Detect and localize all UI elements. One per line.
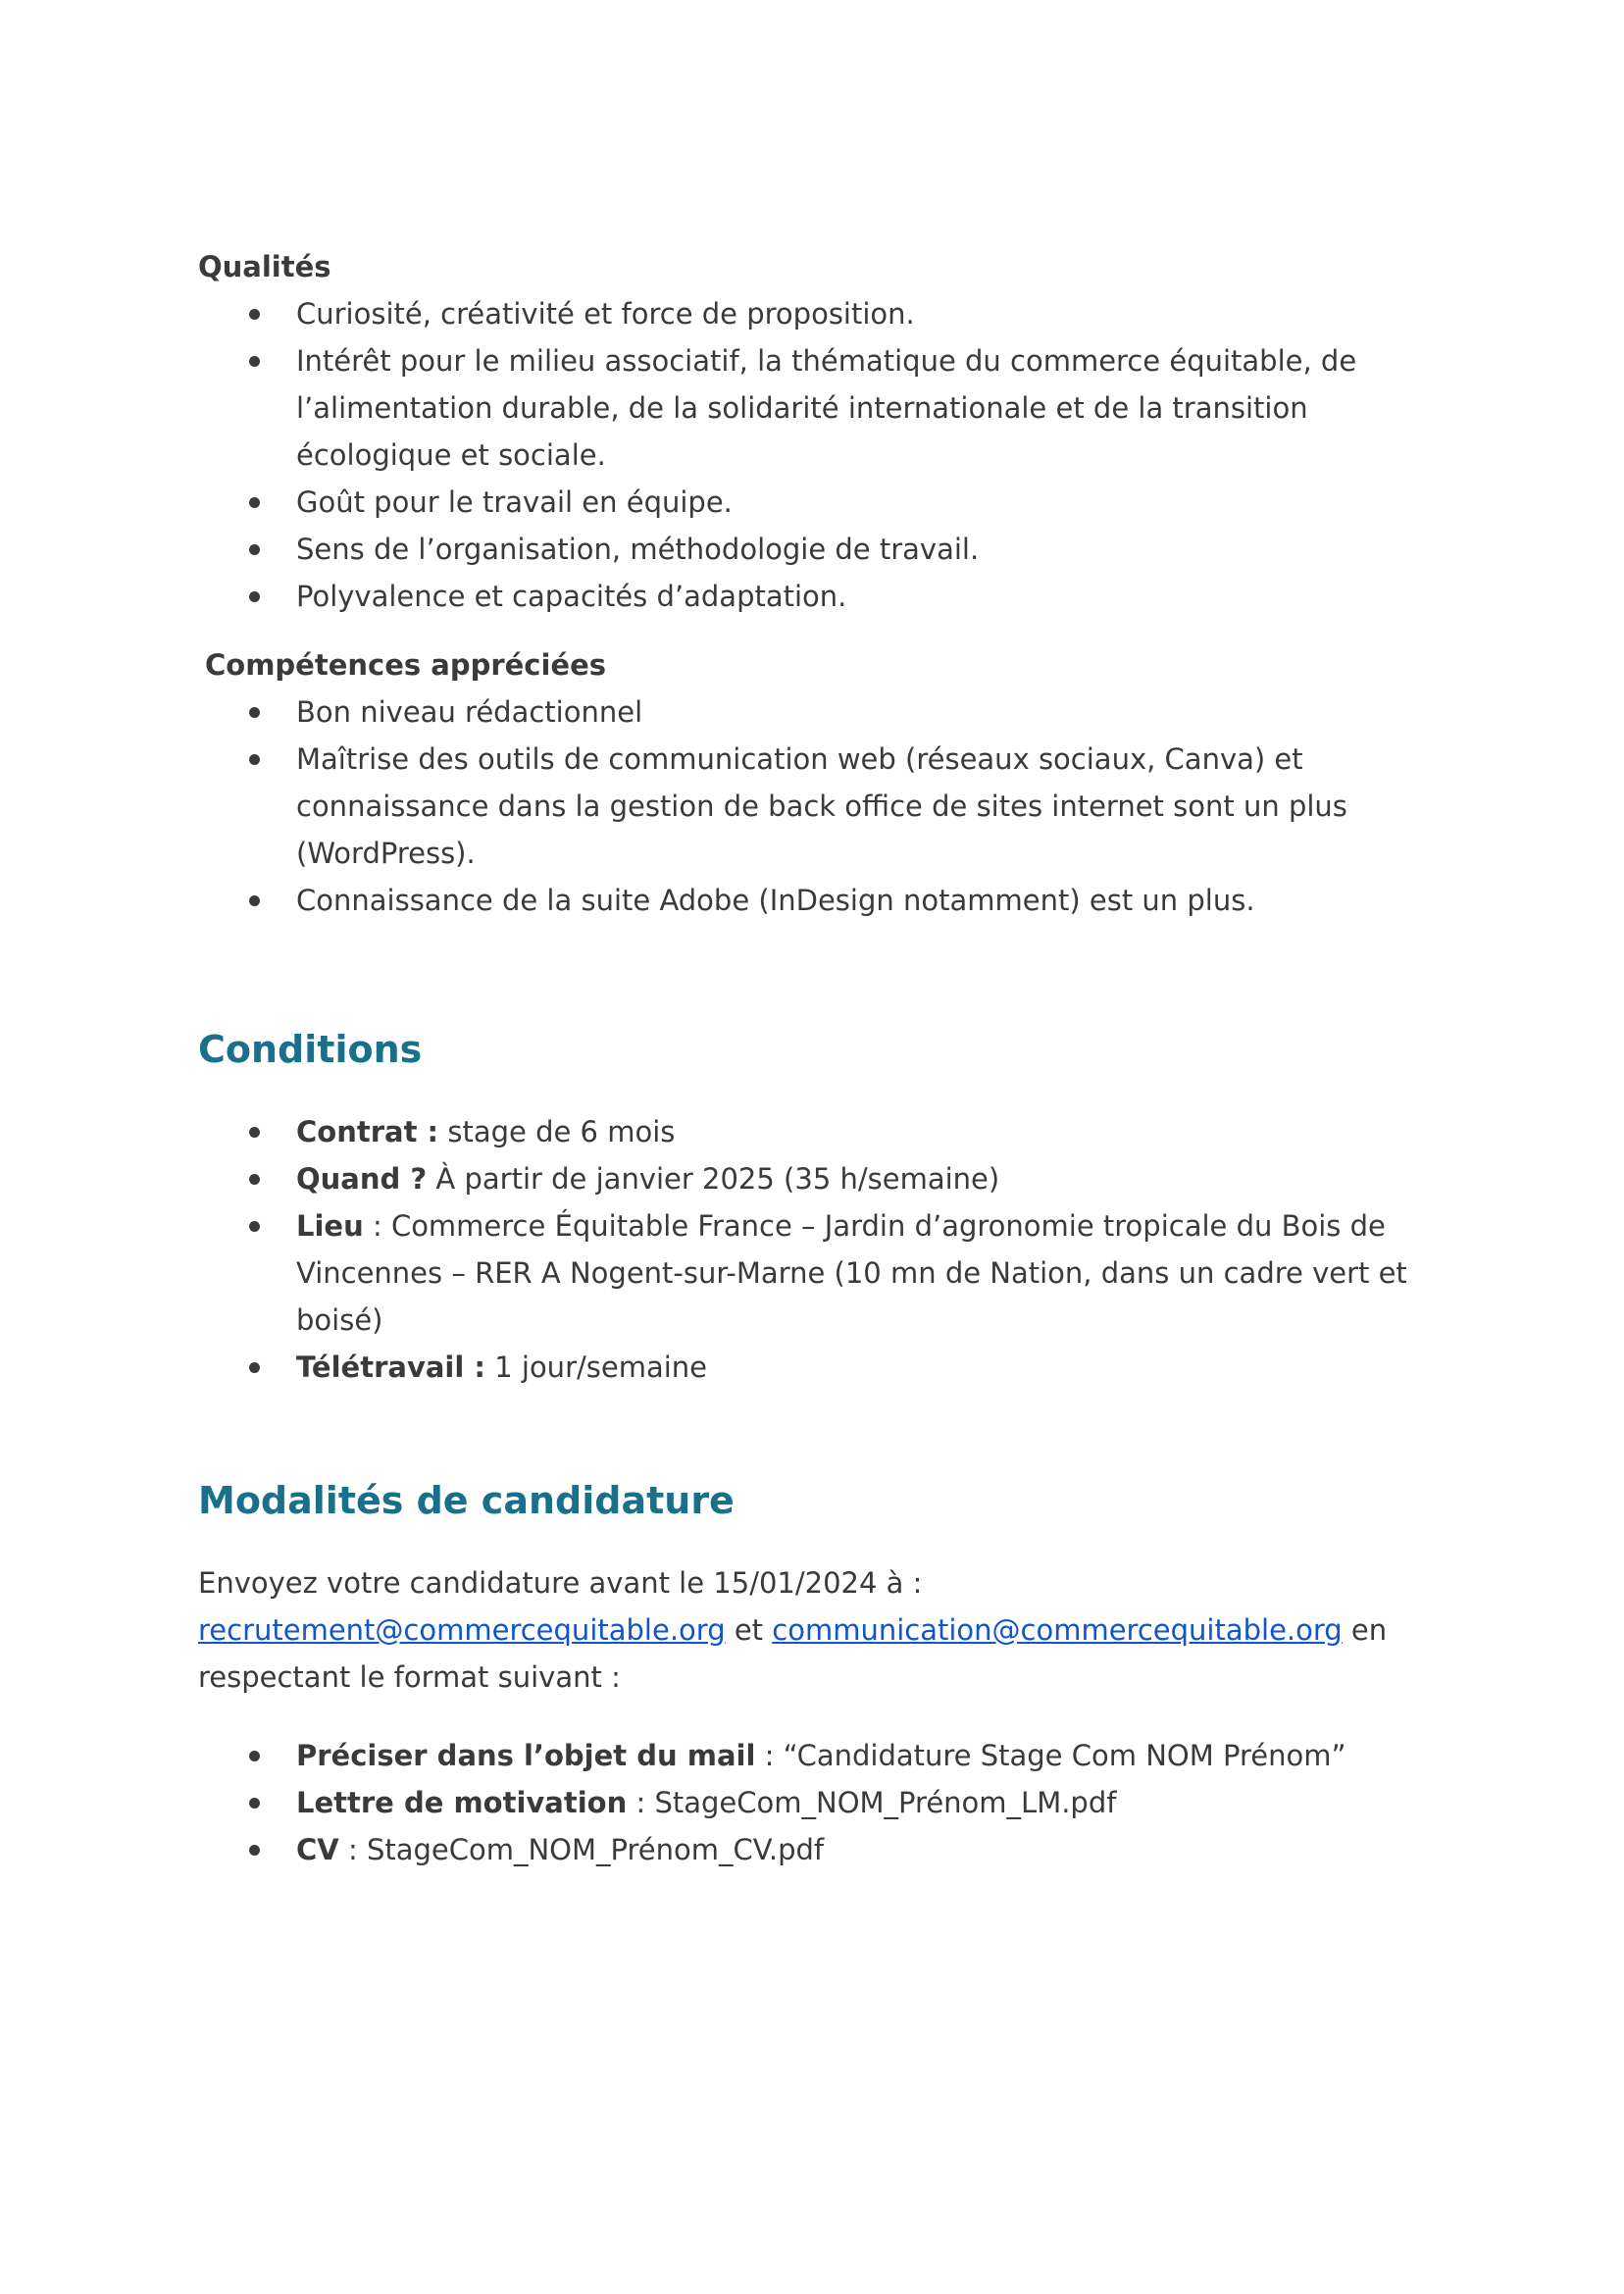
list-item: Préciser dans l’objet du mail : “Candidature Stage Com NOM Prénom” bbox=[198, 1732, 1453, 1779]
item-label: Lieu bbox=[296, 1209, 364, 1243]
bullet-icon bbox=[249, 1845, 260, 1856]
list-item: Lettre de motivation : StageCom_NOM_Prénom_LM.pdf bbox=[198, 1779, 1453, 1826]
qualites-list bbox=[198, 290, 1453, 620]
bullet-icon bbox=[249, 1362, 260, 1373]
list-item: Connaissance de la suite Adobe (InDesign notamment) est un plus. bbox=[198, 877, 1453, 924]
item-label: Contrat : bbox=[296, 1115, 439, 1148]
item-label: Quand ? bbox=[296, 1162, 428, 1196]
item-label: Télétravail : bbox=[296, 1351, 485, 1384]
competences-heading: Compétences appréciées bbox=[205, 648, 607, 682]
list-item: Polyvalence et capacités d’adaptation. bbox=[198, 573, 1453, 620]
bullet-icon bbox=[249, 591, 260, 602]
list-item: Télétravail : 1 jour/semaine bbox=[198, 1344, 1453, 1391]
qualites-heading: Qualités bbox=[198, 250, 331, 283]
bullet-icon bbox=[249, 1798, 260, 1809]
list-item: Bon niveau rédactionnel bbox=[198, 688, 1453, 736]
conditions-title: Conditions bbox=[198, 1028, 423, 1071]
list-item: Curiosité, créativité et force de proposition. bbox=[198, 290, 1453, 337]
list-item: CV : StageCom_NOM_Prénom_CV.pdf bbox=[198, 1826, 1453, 1873]
list-item: Contrat : stage de 6 mois bbox=[198, 1108, 1453, 1155]
competences-list bbox=[198, 688, 1453, 924]
bullet-icon bbox=[249, 356, 260, 367]
document-page bbox=[198, 243, 1453, 1873]
list-item: Maîtrise des outils de communication web (réseaux sociaux, Canva) et connaissance dans la gestion de back office de sites internet sont un plus (WordPress). bbox=[198, 736, 1453, 877]
conditions-list bbox=[198, 1108, 1453, 1391]
bullet-icon bbox=[249, 544, 260, 555]
candidature-title: Modalités de candidature bbox=[198, 1479, 735, 1522]
bullet-icon bbox=[249, 1174, 260, 1185]
bullet-icon bbox=[249, 754, 260, 765]
item-label: Lettre de motivation bbox=[296, 1786, 628, 1819]
list-item: Goût pour le travail en équipe. bbox=[198, 479, 1453, 526]
list-item: Lieu : Commerce Équitable France – Jardin d’agronomie tropicale du Bois de Vincennes – RER A Nogent-sur-Marne (10 mn de Nation, dans un cadre vert et boisé) bbox=[198, 1202, 1453, 1344]
list-item: Sens de l’organisation, méthodologie de travail. bbox=[198, 526, 1453, 573]
bullet-icon bbox=[249, 1221, 260, 1232]
recruitment-email-link[interactable]: recrutement@commercequitable.org bbox=[198, 1613, 726, 1647]
bullet-icon bbox=[249, 1751, 260, 1761]
list-item: Quand ? À partir de janvier 2025 (35 h/semaine) bbox=[198, 1155, 1453, 1202]
item-label: CV bbox=[296, 1833, 339, 1866]
candidature-intro: Envoyez votre candidature avant le 15/01/2024 à : recrutement@commercequitable.org et communication@commercequitable.org en respectant le format suivant : bbox=[198, 1566, 1388, 1694]
list-item: Intérêt pour le milieu associatif, la thématique du commerce équitable, de l’alimentation durable, de la solidarité internationale et de la transition écologique et sociale. bbox=[198, 337, 1453, 479]
item-label: Préciser dans l’objet du mail bbox=[296, 1739, 756, 1772]
bullet-icon bbox=[249, 895, 260, 906]
bullet-icon bbox=[249, 1127, 260, 1138]
bullet-icon bbox=[249, 497, 260, 508]
candidature-list bbox=[198, 1732, 1453, 1873]
communication-email-link[interactable]: communication@commercequitable.org bbox=[772, 1613, 1343, 1647]
bullet-icon bbox=[249, 309, 260, 320]
bullet-icon bbox=[249, 707, 260, 718]
